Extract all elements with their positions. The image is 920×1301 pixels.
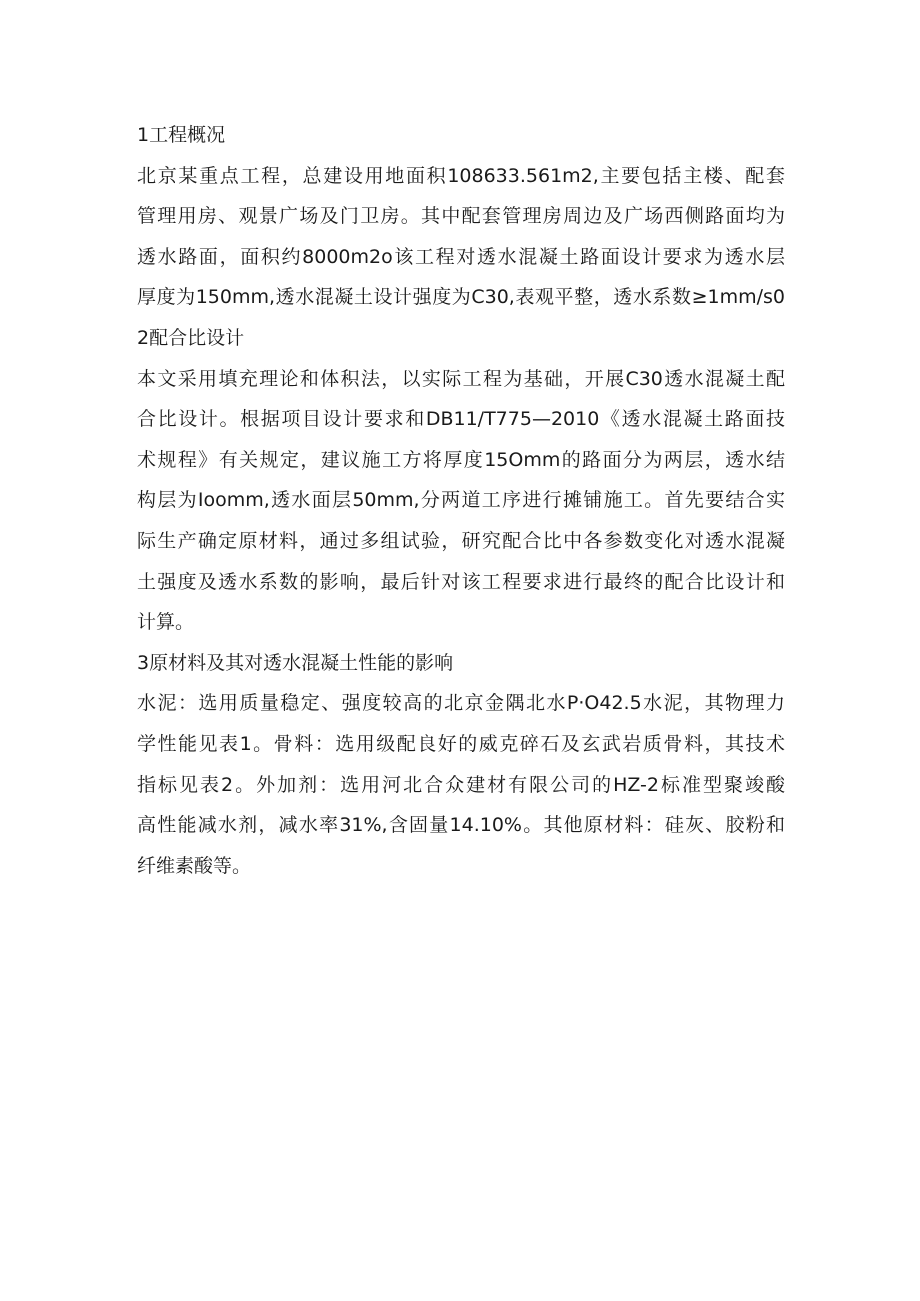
section-2-line-4: 构层为Ioomm,透水面层50mm,分两道工序进行摊铺施工。首先要结合实	[137, 489, 785, 512]
section-2-line-1: 本文采用填充理论和体积法，以实际工程为基础，开展C30透水混凝土配	[137, 367, 785, 390]
section-2-line-5: 际生产确定原材料，通过多组试验，研究配合比中各参数变化对透水混凝	[137, 529, 785, 552]
section-2-line-6: 土强度及透水系数的影响，最后针对该工程要求进行最终的配合比设计和	[137, 570, 785, 593]
section-3-line-2: 学性能见表1。骨料：选用级配良好的威克碎石及玄武岩质骨料，其技术	[137, 732, 785, 755]
section-3-line-4: 高性能减水剂，减水率31%,含固量14.10%。其他原材料：硅灰、胶粉和	[137, 814, 785, 837]
section-3-line-5: 纤维素酸等。	[137, 854, 252, 877]
section-1-line-4: 厚度为150mm,透水混凝土设计强度为C30,表观平整，透水系数≥1mm∕s0	[137, 286, 785, 309]
section-1-line-3: 透水路面，面积约8000m2o该工程对透水混凝土路面设计要求为透水层	[137, 245, 785, 268]
section-3-line-3: 指标见表2。外加剂：选用河北合众建材有限公司的HZ-2标准型聚竣酸	[137, 773, 785, 796]
document-body	[137, 115, 785, 886]
section-3-heading: 3原材料及其对透水混凝土性能的影响	[137, 651, 454, 674]
section-1-heading: 1工程概况	[137, 124, 226, 146]
section-1-line-1: 北京某重点工程，总建设用地面积108633.561m2,主要包括主楼、配套	[137, 164, 785, 187]
section-2-line-7: 计算。	[137, 611, 195, 634]
section-2-heading: 2配合比设计	[137, 326, 245, 349]
section-1-line-2: 管理用房、观景广场及门卫房。其中配套管理房周边及广场西侧路面均为	[137, 205, 785, 228]
section-2-line-3: 术规程》有关规定，建议施工方将厚度15Omm的路面分为两层，透水结	[137, 448, 785, 471]
section-3-line-1: 水泥：选用质量稳定、强度较高的北京金隅北水P·O42.5水泥，其物理力	[137, 692, 785, 715]
section-2-line-2: 合比设计。根据项目设计要求和DB11/T775—2010《透水混凝土路面技	[137, 408, 785, 431]
